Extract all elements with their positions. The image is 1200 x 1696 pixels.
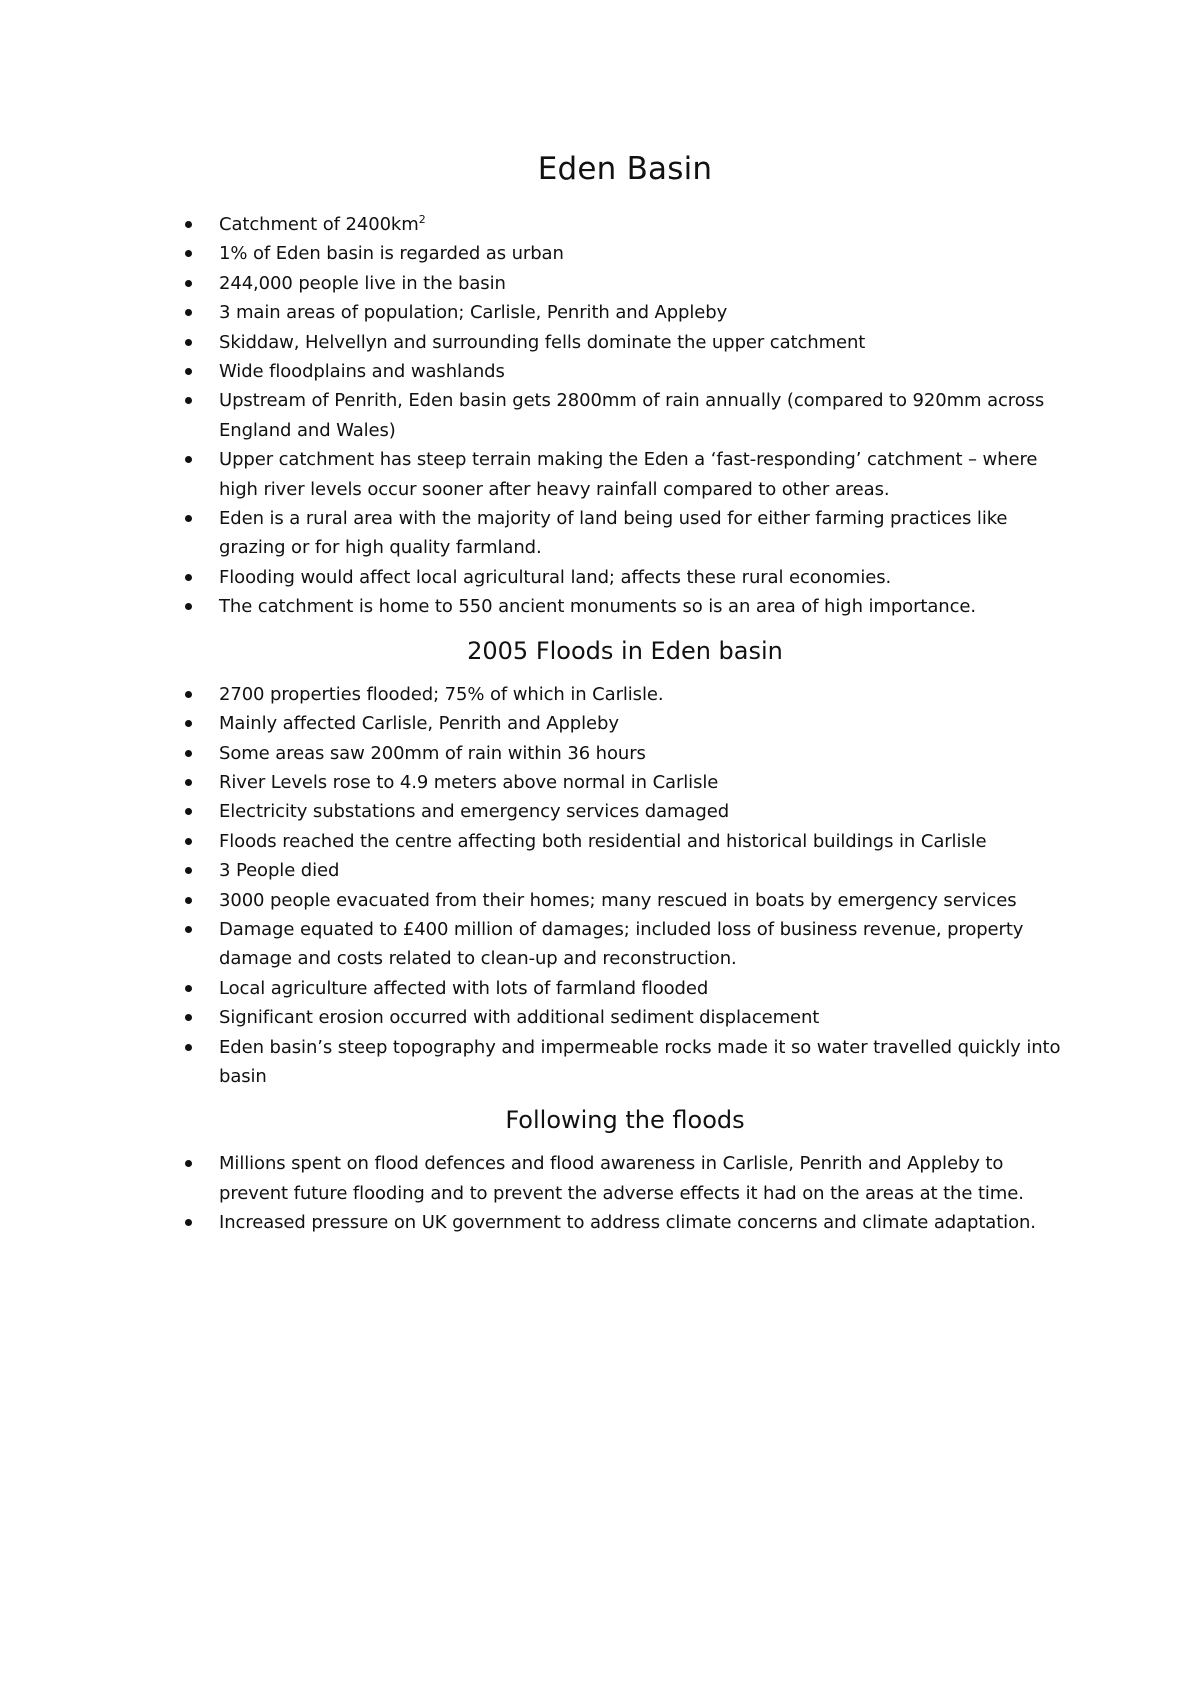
following-floods-list <box>185 1149 1065 1237</box>
list-item <box>185 1003 1065 1032</box>
bullet-icon <box>185 926 192 933</box>
list-item-text: 3000 people evacuated from their homes; many rescued in boats by emergency services <box>219 889 1017 911</box>
list-item <box>185 709 1065 738</box>
bullet-icon <box>185 691 192 698</box>
bullet-icon <box>185 456 192 463</box>
bullet-icon <box>185 750 192 757</box>
list-item <box>185 768 1065 797</box>
list-item <box>185 504 1065 563</box>
superscript: 2 <box>418 213 426 226</box>
bullet-icon <box>185 368 192 375</box>
list-item-text: Flooding would affect local agricultural land; affects these rural economies. <box>219 566 892 588</box>
list-item <box>185 1149 1065 1208</box>
bullet-icon <box>185 1014 192 1021</box>
list-item-text: Mainly affected Carlisle, Penrith and Appleby <box>219 713 619 735</box>
list-item <box>185 886 1065 915</box>
list-item <box>185 357 1065 386</box>
list-item <box>185 563 1065 592</box>
list-item <box>185 739 1065 768</box>
list-item <box>185 386 1065 445</box>
bullet-icon <box>185 838 192 845</box>
section-heading-2005-floods: 2005 Floods in Eden basin <box>467 636 783 665</box>
bullet-icon <box>185 309 192 316</box>
list-item-text: Eden is a rural area with the majority of land being used for either farming practices like grazing or for high quality farmland. <box>219 508 1008 559</box>
list-item-text: 3 main areas of population; Carlisle, Penrith and Appleby <box>219 302 728 324</box>
list-item-text: Eden basin’s steep topography and impermeable rocks made it so water travelled quickly into basin <box>219 1036 1061 1087</box>
bullet-icon <box>185 720 192 727</box>
document-body <box>185 148 1065 1238</box>
list-item-text: Millions spent on flood defences and flood awareness in Carlisle, Penrith and Appleby to prevent future flooding and to prevent the adverse effects it had on the areas at the time. <box>219 1153 1024 1204</box>
list-item <box>185 210 1065 239</box>
list-item-text: Wide floodplains and washlands <box>219 361 505 383</box>
list-item <box>185 974 1065 1003</box>
list-item <box>185 328 1065 357</box>
list-item <box>185 915 1065 974</box>
list-item-text: Skiddaw, Helvellyn and surrounding fells dominate the upper catchment <box>219 331 866 353</box>
list-item <box>185 856 1065 885</box>
list-item-text: The catchment is home to 550 ancient monuments so is an area of high importance. <box>219 596 976 618</box>
list-item <box>185 827 1065 856</box>
list-item <box>185 1208 1065 1237</box>
list-item-text: Local agriculture affected with lots of farmland flooded <box>219 977 709 999</box>
bullet-icon <box>185 250 192 257</box>
eden-basin-facts-list <box>185 210 1065 622</box>
bullet-icon <box>185 221 192 228</box>
bullet-icon <box>185 397 192 404</box>
list-item-text: Electricity substations and emergency services damaged <box>219 801 730 823</box>
list-item-text: 244,000 people live in the basin <box>219 272 506 294</box>
list-item-text: Upper catchment has steep terrain making the Eden a ‘fast-responding’ catchment – where high river levels occur sooner after heavy rainfall compared to other areas. <box>219 449 1038 500</box>
list-item-text: Some areas saw 200mm of rain within 36 hours <box>219 742 646 764</box>
list-item <box>185 298 1065 327</box>
list-item-text: Floods reached the centre affecting both residential and historical buildings in Carlisle <box>219 830 987 852</box>
list-item-text: River Levels rose to 4.9 meters above normal in Carlisle <box>219 771 719 793</box>
document-title: Eden Basin <box>537 151 713 187</box>
bullet-icon <box>185 280 192 287</box>
list-item-text: Increased pressure on UK government to address climate concerns and climate adaptation. <box>219 1212 1036 1234</box>
list-item-text: 2700 properties flooded; 75% of which in Carlisle. <box>219 683 664 705</box>
bullet-icon <box>185 1219 192 1226</box>
bullet-icon <box>185 897 192 904</box>
bullet-icon <box>185 515 192 522</box>
list-item <box>185 797 1065 826</box>
list-item-text: 1% of Eden basin is regarded as urban <box>219 243 564 265</box>
list-item-text: Significant erosion occurred with additional sediment displacement <box>219 1007 820 1029</box>
bullet-icon <box>185 603 192 610</box>
list-item-text: Damage equated to £400 million of damages; included loss of business revenue, property damage and costs related to clean-up and reconstruction. <box>219 918 1024 970</box>
bullet-icon <box>185 1044 192 1051</box>
list-item <box>185 680 1065 709</box>
list-item-text: 3 People died <box>219 860 340 882</box>
list-item <box>185 1033 1065 1092</box>
floods-2005-facts-list <box>185 680 1065 1092</box>
bullet-icon <box>185 985 192 992</box>
bullet-icon <box>185 574 192 581</box>
list-item-text: Upstream of Penrith, Eden basin gets 2800mm of rain annually (compared to 920mm across England and Wales) <box>219 390 1045 441</box>
list-item <box>185 269 1065 298</box>
list-item <box>185 239 1065 268</box>
bullet-icon <box>185 867 192 874</box>
section-heading-following-floods: Following the floods <box>505 1106 745 1135</box>
list-item-text: Catchment of 2400km <box>219 214 419 235</box>
bullet-icon <box>185 1160 192 1167</box>
bullet-icon <box>185 808 192 815</box>
list-item <box>185 445 1065 504</box>
list-item <box>185 592 1065 621</box>
bullet-icon <box>185 339 192 346</box>
bullet-icon <box>185 779 192 786</box>
